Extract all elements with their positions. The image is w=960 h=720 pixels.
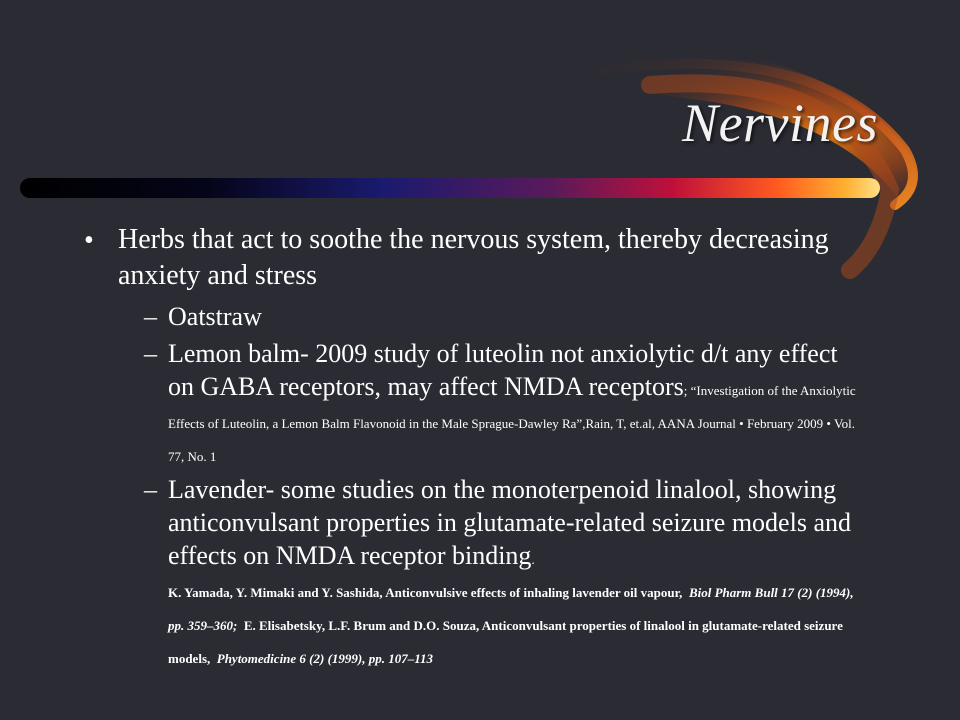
lemon-balm-citation-separator: ; — [683, 383, 691, 398]
lavender-text: Lavender- some studies on the monoterpenoid linalool, showing anticonvulsant properties in glutamate-related seizure models and effects on NMDA receptor binding — [168, 475, 851, 570]
slide-title: Nervines — [682, 93, 878, 153]
sub-item-lavender — [144, 473, 884, 671]
lemon-balm-citation: “Investigation of the Anxiolytic Effects of Luteolin, a Lemon Balm Flavonoid in the Male Sprague-Dawley Ra”,Rain, T, et.al, AANA Journal • February 2009 • Vol. 77, No. 1 — [168, 383, 856, 464]
sub-item-text — [168, 337, 868, 469]
lavender-citation-b-journal: Phytomedicine 6 (2) (1999), pp. 107–113 — [216, 651, 434, 666]
lavender-citation-b: E. Elisabetsky, L.F. Brum and D.O. Souza, Anticonvulsant properties of linalool in glutamate-related seizure models, — [168, 618, 843, 666]
lavender-citation-separator: . — [531, 552, 535, 567]
lavender-citation-a-journal: Biol Pharm Bull 17 (2) (1994), pp. 359–360; — [168, 585, 854, 633]
main-bullet — [84, 222, 884, 294]
slide-content — [84, 222, 884, 671]
dash-icon: – — [144, 475, 157, 504]
sub-item-oatstraw — [144, 300, 884, 333]
sub-item-text: Oatstraw — [168, 302, 262, 331]
sub-item-text — [168, 473, 868, 671]
sub-bullet-list — [144, 300, 884, 671]
bullet-icon: • — [84, 225, 94, 256]
lemon-balm-text: Lemon balm- 2009 study of luteolin not anxiolytic d/t any effect on GABA receptors, may affect NMDA receptors — [168, 339, 838, 401]
dash-icon: – — [144, 302, 157, 331]
lavender-citation-a: K. Yamada, Y. Mimaki and Y. Sashida, Anticonvulsive effects of inhaling lavender oil vapour, — [168, 585, 683, 600]
dash-icon: – — [144, 339, 157, 368]
main-bullet-text: Herbs that act to soothe the nervous system, thereby decreasing anxiety and stress — [118, 224, 829, 291]
sub-item-lemon-balm — [144, 337, 884, 469]
